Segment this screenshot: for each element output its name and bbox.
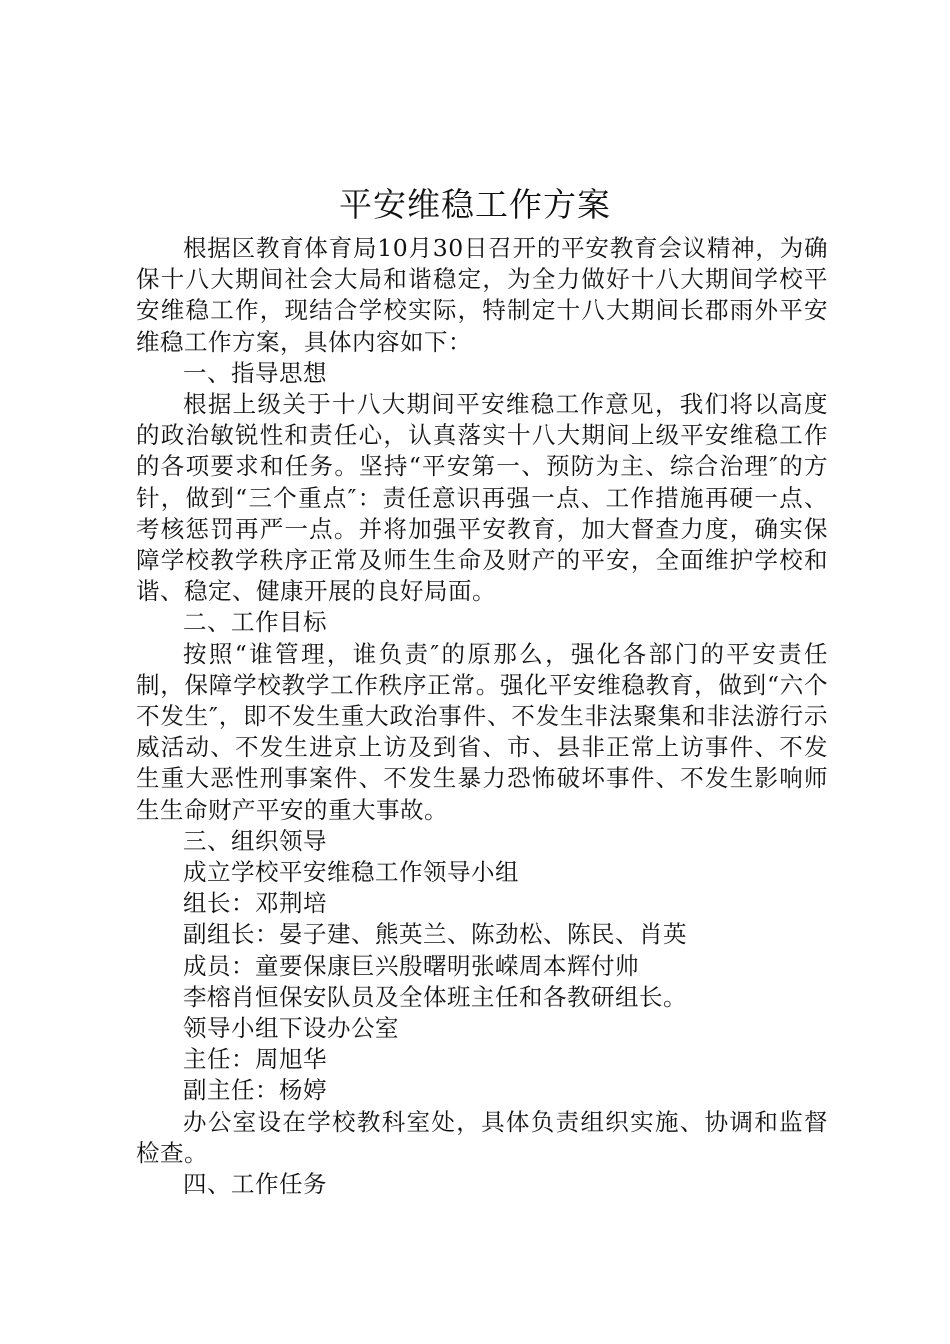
guiding-ideology-paragraph: 根据上级关于十八大期间平安维稳工作意见，我们将以高度的政治敏锐性和责任心，认真落实十八大期间上级平安维稳工作的各项要求和任务。坚持“平安第一、预防为主、综合治理″的方针，做到“三个重点″：责任意识再强一点、工作措施再硬一点、考核惩罚再严一点。并将加强平安教育，加大督查力度，确实保障学校教学秩序正常及师生生命及财产的平安，全面维护学校和谐、稳定、健康开展的良好局面。 (136, 390, 828, 606)
document-body (136, 233, 828, 1200)
section-heading-work-goals: 二、工作目标 (183, 608, 327, 637)
document-title: 平安维稳工作方案 (339, 185, 611, 224)
members-continued-line: 李榕肖恒保安队员及全体班主任和各教研组长。 (183, 982, 687, 1011)
section-heading-work-tasks: 四、工作任务 (183, 1170, 327, 1199)
director-line: 主任：周旭华 (183, 1045, 327, 1074)
work-goals-paragraph: 按照“谁管理，谁负责″的原那么，强化各部门的平安责任制，保障学校教学工作秩序正常。强化平安维稳教育，做到“六个不发生″，即不发生重大政治事件、不发生非法聚集和非法游行示威活动、不发生进京上访及到省、市、县非正常上访事件、不发生重大恶性刑事案件、不发生暴力恐怖破坏事件、不发生影响师生生命财产平安的重大事故。 (136, 639, 828, 824)
deputy-director-line: 副主任：杨婷 (183, 1076, 327, 1105)
office-line: 领导小组下设办公室 (183, 1014, 399, 1043)
section-heading-organization: 三、组织领导 (183, 826, 327, 855)
members-line: 成员：童要保康巨兴殷曙明张嵘周本辉付帅 (183, 951, 639, 980)
leading-group-line: 成立学校平安维稳工作领导小组 (183, 858, 519, 887)
office-duty-paragraph: 办公室设在学校教科室处，具体负责组织实施、协调和监督检查。 (136, 1107, 828, 1167)
deputy-leaders-line: 副组长：晏子建、熊英兰、陈劲松、陈民、肖英 (183, 920, 687, 949)
section-heading-guiding-ideology: 一、指导思想 (183, 358, 327, 387)
intro-paragraph: 根据区教育体育局10月30日召开的平安教育会议精神，为确保十八大期间社会大局和谐稳定，为全力做好十八大期间学校平安维稳工作，现结合学校实际，特制定十八大期间长郡雨外平安维稳工作方案，具体内容如下： (136, 234, 828, 356)
group-leader-line: 组长：邓荆培 (183, 889, 327, 918)
